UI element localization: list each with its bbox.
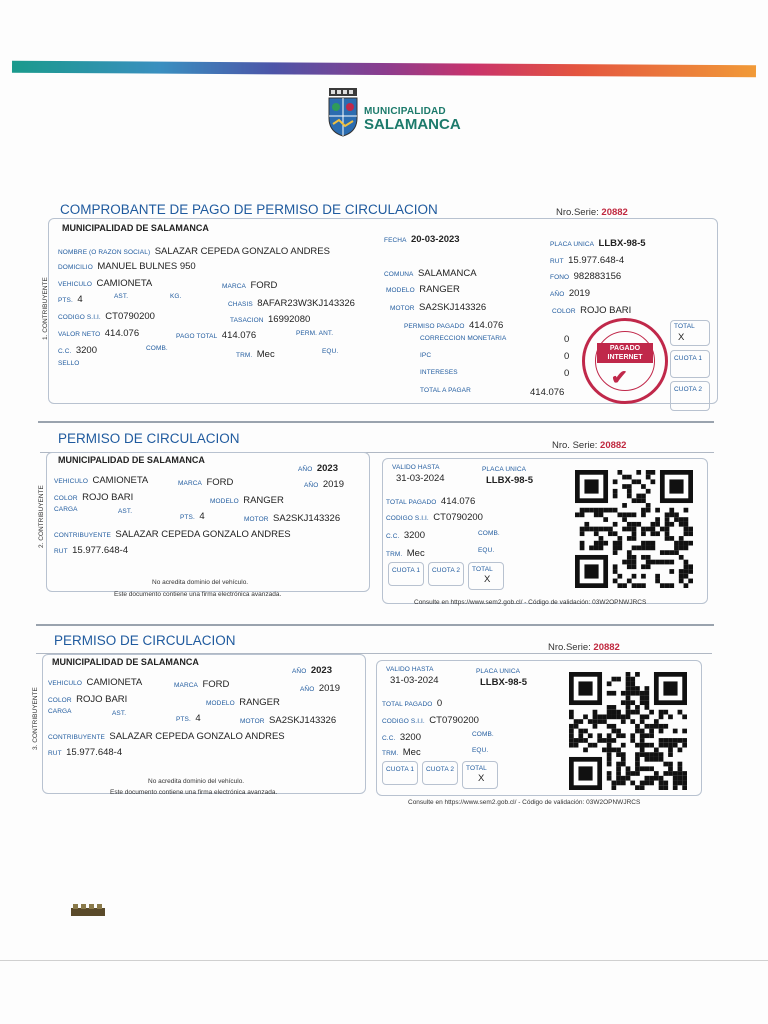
pts-value: 4 xyxy=(77,294,83,305)
cuota2-label: CUOTA 2 xyxy=(674,386,703,393)
vehiculo-label: VEHICULO xyxy=(54,478,89,485)
correccion-label: CORRECCION MONETARIA xyxy=(420,335,507,342)
receipt-pts xyxy=(58,289,83,307)
permit1-anio xyxy=(304,474,344,492)
codigo-label: CODIGO S.I.I. xyxy=(58,314,101,321)
permit2-placa-label: PLACA UNICA xyxy=(476,668,521,675)
vehiculo-value: CAMIONETA xyxy=(96,278,153,289)
total-mark: X xyxy=(484,574,491,585)
cuota1-label: CUOTA 1 xyxy=(674,355,703,362)
receipt-cc xyxy=(58,340,97,358)
fecha-label: FECHA xyxy=(384,237,407,244)
permit1-serie xyxy=(552,440,626,451)
permit1-ast-label: AST. xyxy=(118,508,133,515)
vehiculo-label: VEHICULO xyxy=(58,281,93,288)
check-icon: ✔ xyxy=(611,367,628,389)
motor-value: SA2SKJ143326 xyxy=(273,513,341,524)
permit2-side-label: 3. CONTRIBUYENTE xyxy=(32,687,39,750)
receipt-valor-neto xyxy=(58,323,139,341)
ipc-label: IPC xyxy=(420,352,432,359)
modelo-label: MODELO xyxy=(210,498,239,505)
cuota1-label: CUOTA 1 xyxy=(392,567,421,574)
total-mark: X xyxy=(678,332,685,343)
rut-value: 15.977.648-4 xyxy=(568,255,625,266)
vehiculo-label: VEHICULO xyxy=(48,680,83,687)
contribuyente-label: CONTRIBUYENTE xyxy=(48,734,105,741)
permit2-vehiculo xyxy=(48,672,142,690)
placa-label: PLACA UNICA xyxy=(550,241,595,248)
permit2-trm xyxy=(382,742,421,760)
permit2-color xyxy=(48,689,127,707)
receipt-anio xyxy=(550,283,590,301)
permit1-issuer: MUNICIPALIDAD DE SALAMANCA xyxy=(58,455,205,465)
tasacion-value: 16992080 xyxy=(268,314,311,325)
contribuyente-value: SALAZAR CEPEDA GONZALO ANDRES xyxy=(115,529,291,540)
receipt-permiso-pagado xyxy=(404,315,503,333)
permit2-valido-label: VALIDO HASTA xyxy=(386,666,434,673)
rut-value: 15.977.648-4 xyxy=(66,747,123,758)
kg-label: KG. xyxy=(170,293,182,300)
ipc-value: 0 xyxy=(564,351,570,362)
correccion-value: 0 xyxy=(564,334,570,345)
color-value: ROJO BARI xyxy=(76,694,128,705)
motor-label: MOTOR xyxy=(240,718,265,725)
anio-label: AÑO xyxy=(300,686,315,693)
codigo-label: CODIGO S.I.I. xyxy=(382,718,425,725)
permit1-title: PERMISO DE CIRCULACION xyxy=(58,431,240,446)
fecha-value: 20-03-2023 xyxy=(410,234,460,245)
permit2-qr-code xyxy=(566,672,690,790)
marca-label: MARCA xyxy=(222,283,246,290)
receipt-fono xyxy=(550,266,621,284)
receipt-pago-total xyxy=(176,325,256,343)
intereses-value: 0 xyxy=(564,368,570,379)
intereses-label: INTERESES xyxy=(420,369,458,376)
permit1-vehiculo xyxy=(54,470,148,488)
permit1-comb-label: COMB. xyxy=(478,530,500,537)
receipt-serie xyxy=(556,207,628,218)
rut-label: RUT xyxy=(48,750,62,757)
anio-permiso-label: AÑO xyxy=(298,466,313,473)
receipt-marca xyxy=(222,275,277,293)
permit2-pts xyxy=(176,708,201,726)
modelo-label: MODELO xyxy=(386,287,415,294)
permit2-rut xyxy=(48,742,122,760)
comb-label: COMB. xyxy=(146,345,168,352)
total-pagado-label: TOTAL PAGADO xyxy=(382,701,433,708)
stamp-line1: PAGADO xyxy=(609,345,641,352)
permit1-valido-label: VALIDO HASTA xyxy=(392,464,440,471)
total-label: TOTAL xyxy=(472,566,493,573)
permit2-cuota1-box xyxy=(382,761,418,785)
anio-label: AÑO xyxy=(304,482,319,489)
permit2-top-rule xyxy=(36,624,714,626)
permit2-issuer: MUNICIPALIDAD DE SALAMANCA xyxy=(52,657,199,667)
permit1-total-box xyxy=(468,562,504,590)
rut-value: 15.977.648-4 xyxy=(72,545,129,556)
anio-permiso-value: 2023 xyxy=(310,665,332,676)
pts-label: PTS. xyxy=(180,514,195,521)
perm-ant-label: PERM. ANT. xyxy=(296,330,334,337)
receipt-trm xyxy=(236,344,275,362)
color-stripe xyxy=(12,61,756,78)
anio-value: 2019 xyxy=(322,479,344,490)
permit1-valido: 31-03-2024 xyxy=(396,473,445,484)
permit1-equ-label: EQU. xyxy=(478,547,495,554)
permit2-no-dominio: No acredita dominio del vehículo. xyxy=(148,778,245,785)
cc-label: C.C. xyxy=(386,533,400,540)
permit2-serie xyxy=(548,642,620,653)
serie-value: 20882 xyxy=(601,207,628,218)
color-label: COLOR xyxy=(48,697,72,704)
permit2-marca xyxy=(174,674,229,692)
cuota2-label: CUOTA 2 xyxy=(426,766,455,773)
total-pagado-value: 0 xyxy=(436,698,443,709)
comuna-label: COMUNA xyxy=(384,271,414,278)
permit2-carga-label: CARGA xyxy=(48,708,72,715)
vehiculo-value: CAMIONETA xyxy=(86,677,143,688)
permit1-firma: Este documento contiene una firma electrónica avanzada. xyxy=(114,591,282,598)
cc-label: C.C. xyxy=(382,735,396,742)
page-bottom-edge xyxy=(0,960,768,961)
anio-permiso-value: 2023 xyxy=(316,463,338,474)
trm-value: Mec xyxy=(402,747,421,758)
nombre-value: SALAZAR CEPEDA GONZALO ANDRES xyxy=(154,246,330,257)
cuota1-label: CUOTA 1 xyxy=(386,766,415,773)
motor-label: MOTOR xyxy=(244,516,269,523)
nombre-label: NOMBRE (O RAZON SOCIAL) xyxy=(58,249,151,256)
permit2-codigo xyxy=(382,710,479,728)
receipt-codigo xyxy=(58,306,155,324)
receipt-total-box xyxy=(670,320,710,346)
permit1-top-rule xyxy=(38,421,714,423)
domicilio-value: MANUEL BULNES 950 xyxy=(97,261,196,272)
permit2-anio xyxy=(300,678,340,696)
permit2-firma: Este documento contiene una firma electrónica avanzada. xyxy=(110,789,278,796)
total-mark: X xyxy=(478,773,485,784)
modelo-value: RANGER xyxy=(243,495,284,506)
receipt-domicilio xyxy=(58,256,196,274)
permit1-side-label: 2. CONTRIBUYENTE xyxy=(38,485,45,548)
permit1-consulte: Consulte en https://www.sem2.gob.cl/ - Código de validación: 03W2OPNWJRCS xyxy=(414,599,647,606)
permit1-cc xyxy=(386,525,425,543)
tasacion-label: TASACION xyxy=(230,317,264,324)
equ-label: EQU. xyxy=(322,348,339,355)
permit2-comb-label: COMB. xyxy=(472,731,494,738)
permit2-consulte: Consulte en https://www.sem2.gob.cl/ - Código de validación: 03W2OPNWJRCS xyxy=(408,799,641,806)
marca-label: MARCA xyxy=(178,480,202,487)
receipt-color xyxy=(552,300,631,318)
pago-total-label: PAGO TOTAL xyxy=(176,333,218,340)
coat-of-arms-icon xyxy=(326,86,360,138)
serie-label: Nro.Serie: xyxy=(556,207,599,218)
cuota2-label: CUOTA 2 xyxy=(432,567,461,574)
receipt-modelo xyxy=(386,279,460,297)
stamp-banner xyxy=(597,343,653,363)
total-pagado-value: 414.076 xyxy=(440,496,476,507)
domicilio-label: DOMICILIO xyxy=(58,264,93,271)
trm-label: TRM. xyxy=(382,750,399,757)
permit1-carga-label: CARGA xyxy=(54,506,78,513)
marca-value: FORD xyxy=(250,280,278,291)
marca-label: MARCA xyxy=(174,682,198,689)
color-value: ROJO BARI xyxy=(580,305,632,316)
receipt-title: COMPROBANTE DE PAGO DE PERMISO DE CIRCULACION xyxy=(60,202,438,217)
receipt-cuota1-box xyxy=(670,350,710,378)
cc-value: 3200 xyxy=(403,530,425,541)
sello-label: SELLO xyxy=(58,360,80,367)
color-value: ROJO BARI xyxy=(82,492,134,503)
vehiculo-value: CAMIONETA xyxy=(92,475,149,486)
permit1-serie-value: 20882 xyxy=(600,440,627,451)
anio-permiso-label: AÑO xyxy=(292,668,307,675)
modelo-label: MODELO xyxy=(206,700,235,707)
motor-label: MOTOR xyxy=(390,305,415,312)
modelo-value: RANGER xyxy=(419,284,460,295)
logo-line2: SALAMANCA xyxy=(364,116,461,133)
anio-value: 2019 xyxy=(568,288,590,299)
permit2-ast-label: AST. xyxy=(112,710,127,717)
anio-label: AÑO xyxy=(550,291,565,298)
contribuyente-value: SALAZAR CEPEDA GONZALO ANDRES xyxy=(109,731,285,742)
permit1-no-dominio: No acredita dominio del vehículo. xyxy=(152,579,249,586)
permit1-placa-label: PLACA UNICA xyxy=(482,466,527,473)
rut-label: RUT xyxy=(550,258,564,265)
stamp-line2: INTERNET xyxy=(607,354,643,361)
trm-label: TRM. xyxy=(386,551,403,558)
permit1-trm xyxy=(386,543,425,561)
permit1-placa: LLBX-98-5 xyxy=(486,475,533,486)
trm-value: Mec xyxy=(406,548,425,559)
trm-label: TRM. xyxy=(236,352,253,359)
cc-value: 3200 xyxy=(399,732,421,743)
permit1-color xyxy=(54,487,133,505)
permit1-cuota2-box xyxy=(428,562,464,586)
permit1-qr-code xyxy=(572,470,696,588)
chasis-value: 8AFAR23W3KJ143326 xyxy=(257,298,355,309)
ast-label: AST. xyxy=(114,293,129,300)
cc-label: C.C. xyxy=(58,348,72,355)
permit2-placa: LLBX-98-5 xyxy=(480,677,527,688)
comuna-value: SALAMANCA xyxy=(417,268,477,279)
modelo-value: RANGER xyxy=(239,697,280,708)
permit2-serie-label: Nro.Serie: xyxy=(548,642,591,653)
total-pagar-label: TOTAL A PAGAR xyxy=(420,387,471,394)
permit2-valido: 31-03-2024 xyxy=(390,675,439,686)
permit2-total-box xyxy=(462,761,498,789)
permit1-marca xyxy=(178,472,233,490)
receipt-side-label: 1. CONTRIBUYENTE xyxy=(42,277,49,340)
chasis-label: CHASIS xyxy=(228,301,253,308)
permit1-rut xyxy=(54,540,128,558)
pts-value: 4 xyxy=(195,713,201,724)
permit2-serie-value: 20882 xyxy=(593,642,620,653)
codigo-value: CT0790200 xyxy=(105,311,155,322)
receipt-motor xyxy=(390,297,486,315)
permiso-pagado-label: PERMISO PAGADO xyxy=(404,323,465,330)
permiso-pagado-value: 414.076 xyxy=(468,320,504,331)
permit2-cuota2-box xyxy=(422,761,458,785)
pts-value: 4 xyxy=(199,511,205,522)
total-label: TOTAL xyxy=(674,323,695,330)
permit2-modelo xyxy=(206,692,280,710)
pagado-internet-stamp xyxy=(582,318,668,404)
contribuyente-label: CONTRIBUYENTE xyxy=(54,532,111,539)
fono-value: 982883156 xyxy=(573,271,622,282)
receipt-fecha xyxy=(384,229,460,247)
valor-neto-value: 414.076 xyxy=(104,328,140,339)
color-label: COLOR xyxy=(552,308,576,315)
permit1-codigo xyxy=(386,507,483,525)
total-pagar-value: 414.076 xyxy=(530,387,565,398)
valor-neto-label: VALOR NETO xyxy=(58,331,101,338)
total-label: TOTAL xyxy=(466,765,487,772)
rut-label: RUT xyxy=(54,548,68,555)
codigo-label: CODIGO S.I.I. xyxy=(386,515,429,522)
marca-value: FORD xyxy=(206,477,234,488)
permit2-equ-label: EQU. xyxy=(472,747,489,754)
receipt-placa xyxy=(550,233,646,251)
fono-label: FONO xyxy=(550,274,570,281)
motor-value: SA2SKJ143326 xyxy=(269,715,337,726)
marca-value: FORD xyxy=(202,679,230,690)
permit2-title: PERMISO DE CIRCULACION xyxy=(54,633,236,648)
receipt-cuota2-box xyxy=(670,381,710,411)
crest-icon xyxy=(70,902,106,918)
permit1-cuota1-box xyxy=(388,562,424,586)
municipal-logo xyxy=(326,86,461,142)
permit1-pts xyxy=(180,506,205,524)
placa-value: LLBX-98-5 xyxy=(598,238,646,249)
trm-value: Mec xyxy=(256,349,275,360)
anio-value: 2019 xyxy=(318,683,340,694)
codigo-value: CT0790200 xyxy=(429,715,479,726)
motor-value: SA2SKJ143326 xyxy=(419,302,487,313)
permit2-total-pagado xyxy=(382,693,442,711)
logo-line1: MUNICIPALIDAD xyxy=(364,106,446,117)
permit1-serie-label: Nro. Serie: xyxy=(552,440,598,451)
cc-value: 3200 xyxy=(75,345,97,356)
codigo-value: CT0790200 xyxy=(433,512,483,523)
pago-total-value: 414.076 xyxy=(221,330,257,341)
color-label: COLOR xyxy=(54,495,78,502)
permit2-anio-permiso xyxy=(292,660,332,678)
pts-label: PTS. xyxy=(176,716,191,723)
permit1-modelo xyxy=(210,490,284,508)
total-pagado-label: TOTAL PAGADO xyxy=(386,499,437,506)
receipt-issuer: MUNICIPALIDAD DE SALAMANCA xyxy=(62,223,209,233)
pts-label: PTS. xyxy=(58,297,73,304)
